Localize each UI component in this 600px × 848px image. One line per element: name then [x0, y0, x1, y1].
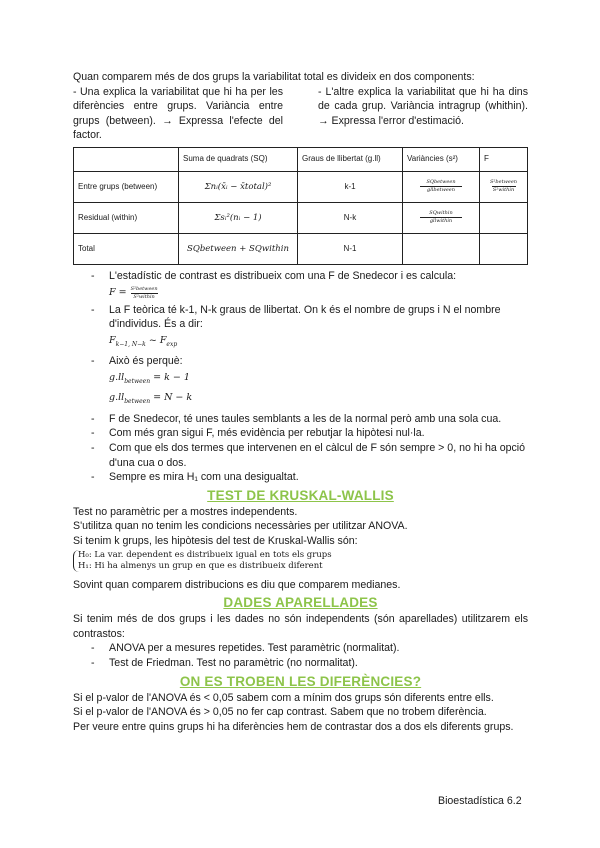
- eq-rhs: = k − 1: [153, 371, 190, 383]
- list-item: - Com més gran sigui F, més evidència per rebutjar la hipòtesi nul·la.: [109, 426, 528, 441]
- page-content: [73, 70, 528, 734]
- variance-cell: [403, 233, 480, 264]
- bullet-text: La F teòrica té k-1, N-k graus de llibertat. On k és el nombre de grups i N el nombre d'individus. És a dir:: [109, 303, 501, 331]
- page-footer: Bioestadística 6.2: [438, 795, 522, 807]
- section-title-paired: DADES APARELLADES: [223, 595, 378, 611]
- sq-cell: Σsᵢ²(nᵢ − 1): [179, 202, 298, 233]
- kruskal-p4: Sovint quan comparem distribucions es diu que comparem medianes.: [73, 578, 401, 591]
- table-row: [74, 171, 528, 202]
- kruskal-p3: Si tenim k grups, les hipòtesis del test de Kruskal-Wallis són:: [73, 534, 358, 547]
- table-row: [74, 233, 528, 264]
- f-cell: [480, 202, 528, 233]
- table-header: F: [480, 147, 528, 171]
- row-label: Total: [74, 233, 179, 264]
- equation-f: [109, 286, 528, 301]
- sq-cell: Σnᵢ(x̄ᵢ − x̄total)²: [179, 171, 298, 202]
- table-header: [74, 147, 179, 171]
- section-title-diffs: ON ES TROBEN LES DIFERÈNCIES?: [179, 673, 422, 689]
- gll-cell: N-k: [298, 202, 403, 233]
- table-header: Graus de llibertat (g.ll): [298, 147, 403, 171]
- intro-line: Quan comparem més de dos grups la variabilitat total es divideix en dos components:: [73, 71, 475, 83]
- kruskal-p2: S'utilitza quan no tenim les condicions necessàries per utilitzar ANOVA.: [73, 520, 408, 533]
- variance-cell: [403, 202, 480, 233]
- bullet-text: Això és perquè:: [109, 355, 183, 368]
- equation-dist: [109, 334, 528, 352]
- intro-right: - L'altre explica la variabilitat que hi ha dins de cada grup. Variància intragrup (whithin). → Expressa l'error d'estimació.: [318, 85, 528, 127]
- eq-sub: exp: [166, 340, 178, 348]
- eq-denominator: S²within: [133, 293, 155, 300]
- variance-denominator: gllwithin: [429, 218, 453, 225]
- variance-denominator: gllbetween: [427, 187, 455, 194]
- eq-rel: ~ F: [148, 334, 167, 346]
- diffs-p2: Si el p-valor de l'ANOVA és > 0,05 no fer cap contrast. Sabem que no trobem diferència.: [73, 706, 487, 719]
- table-header: Suma de quadrats (SQ): [179, 147, 298, 171]
- equation-gll-b: [109, 391, 528, 409]
- list-item: - ANOVA per a mesures repetides. Test paramètric (normalitat).: [109, 641, 528, 656]
- diffs-p3: Per veure entre quins grups hi ha diferències hem de contrastar dos a dos els diferents grups.: [73, 720, 514, 733]
- gll-cell: k-1: [298, 171, 403, 202]
- table-row: [74, 202, 528, 233]
- table-header: Variàncies (s²): [403, 147, 480, 171]
- anova-table: [73, 147, 528, 265]
- list-item: [109, 354, 528, 410]
- list-item: [109, 269, 528, 301]
- hypothesis-h1: H₁: Hi ha almenys un grup en que es distribueix diferent: [78, 560, 323, 571]
- eq-numerator: S²between: [130, 285, 158, 292]
- row-label: Entre grups (between): [74, 171, 179, 202]
- eq-lhs: g.ll: [109, 392, 125, 404]
- hypothesis-h0: H₀: La var. dependent es distribueix igual en tots els grups: [78, 549, 332, 560]
- gll-cell: N-1: [298, 233, 403, 264]
- f-denominator: S²within: [492, 187, 515, 194]
- table-header-row: [74, 147, 528, 171]
- intro-left: - Una explica la variabilitat que hi ha per les diferències entre grups. Variància entre grups (between). → Expressa l'efecte del factor.: [73, 85, 283, 142]
- bullet-text: L'estadístic de contrast es distribueix com una F de Snedecor i es calcula:: [109, 269, 457, 282]
- variance-numerator: SQwithin: [429, 210, 453, 217]
- row-label: Residual (within): [74, 202, 179, 233]
- list-item: - Com que els dos termes que intervenen en el càlcul de F són sempre > 0, no hi ha opció d'una cua o dos.: [109, 441, 528, 470]
- kruskal-p1: Test no paramètric per a mostres independents.: [73, 505, 298, 518]
- eq-sub: k−1, N−k: [115, 340, 146, 348]
- eq-lhs: F =: [109, 286, 127, 298]
- anova-bullets: [73, 269, 528, 485]
- intro-columns: [73, 85, 528, 143]
- eq-sub: between: [124, 398, 151, 406]
- eq-lhs: g.ll: [109, 371, 125, 383]
- list-item: - F de Snedecor, té unes taules semblants a les de la normal però amb una sola cua.: [109, 412, 528, 427]
- eq-rhs: = N − k: [153, 392, 193, 404]
- f-numerator: S²between: [489, 179, 518, 186]
- variance-numerator: SQbetween: [426, 179, 456, 186]
- eq-sub: between: [124, 377, 151, 385]
- f-cell: [480, 233, 528, 264]
- eq-fraction: [131, 286, 158, 301]
- diffs-p1: Si el p-valor de l'ANOVA és < 0,05 sabem com a mínim dos grups són diferents entre ells.: [73, 691, 494, 704]
- list-item: [109, 303, 528, 353]
- paired-list: [73, 641, 528, 670]
- hypotheses: [73, 550, 528, 572]
- eq-lhs: F: [109, 334, 116, 346]
- list-item: - Sempre es mira H₁ com una desigualtat.: [109, 470, 528, 485]
- sq-cell: SQbetween + SQwithin: [179, 233, 298, 264]
- variance-cell: [403, 171, 480, 202]
- list-item: - Test de Friedman. Test no paramètric (no normalitat).: [109, 656, 528, 671]
- paired-p1: Si tenim més de dos grups i les dades no són independents (són aparellades) utilitzarem els contrastos:: [73, 613, 528, 640]
- section-title-kruskal: TEST DE KRUSKAL-WALLIS: [207, 487, 394, 503]
- f-cell: [480, 171, 528, 202]
- equation-gll-a: [109, 371, 528, 389]
